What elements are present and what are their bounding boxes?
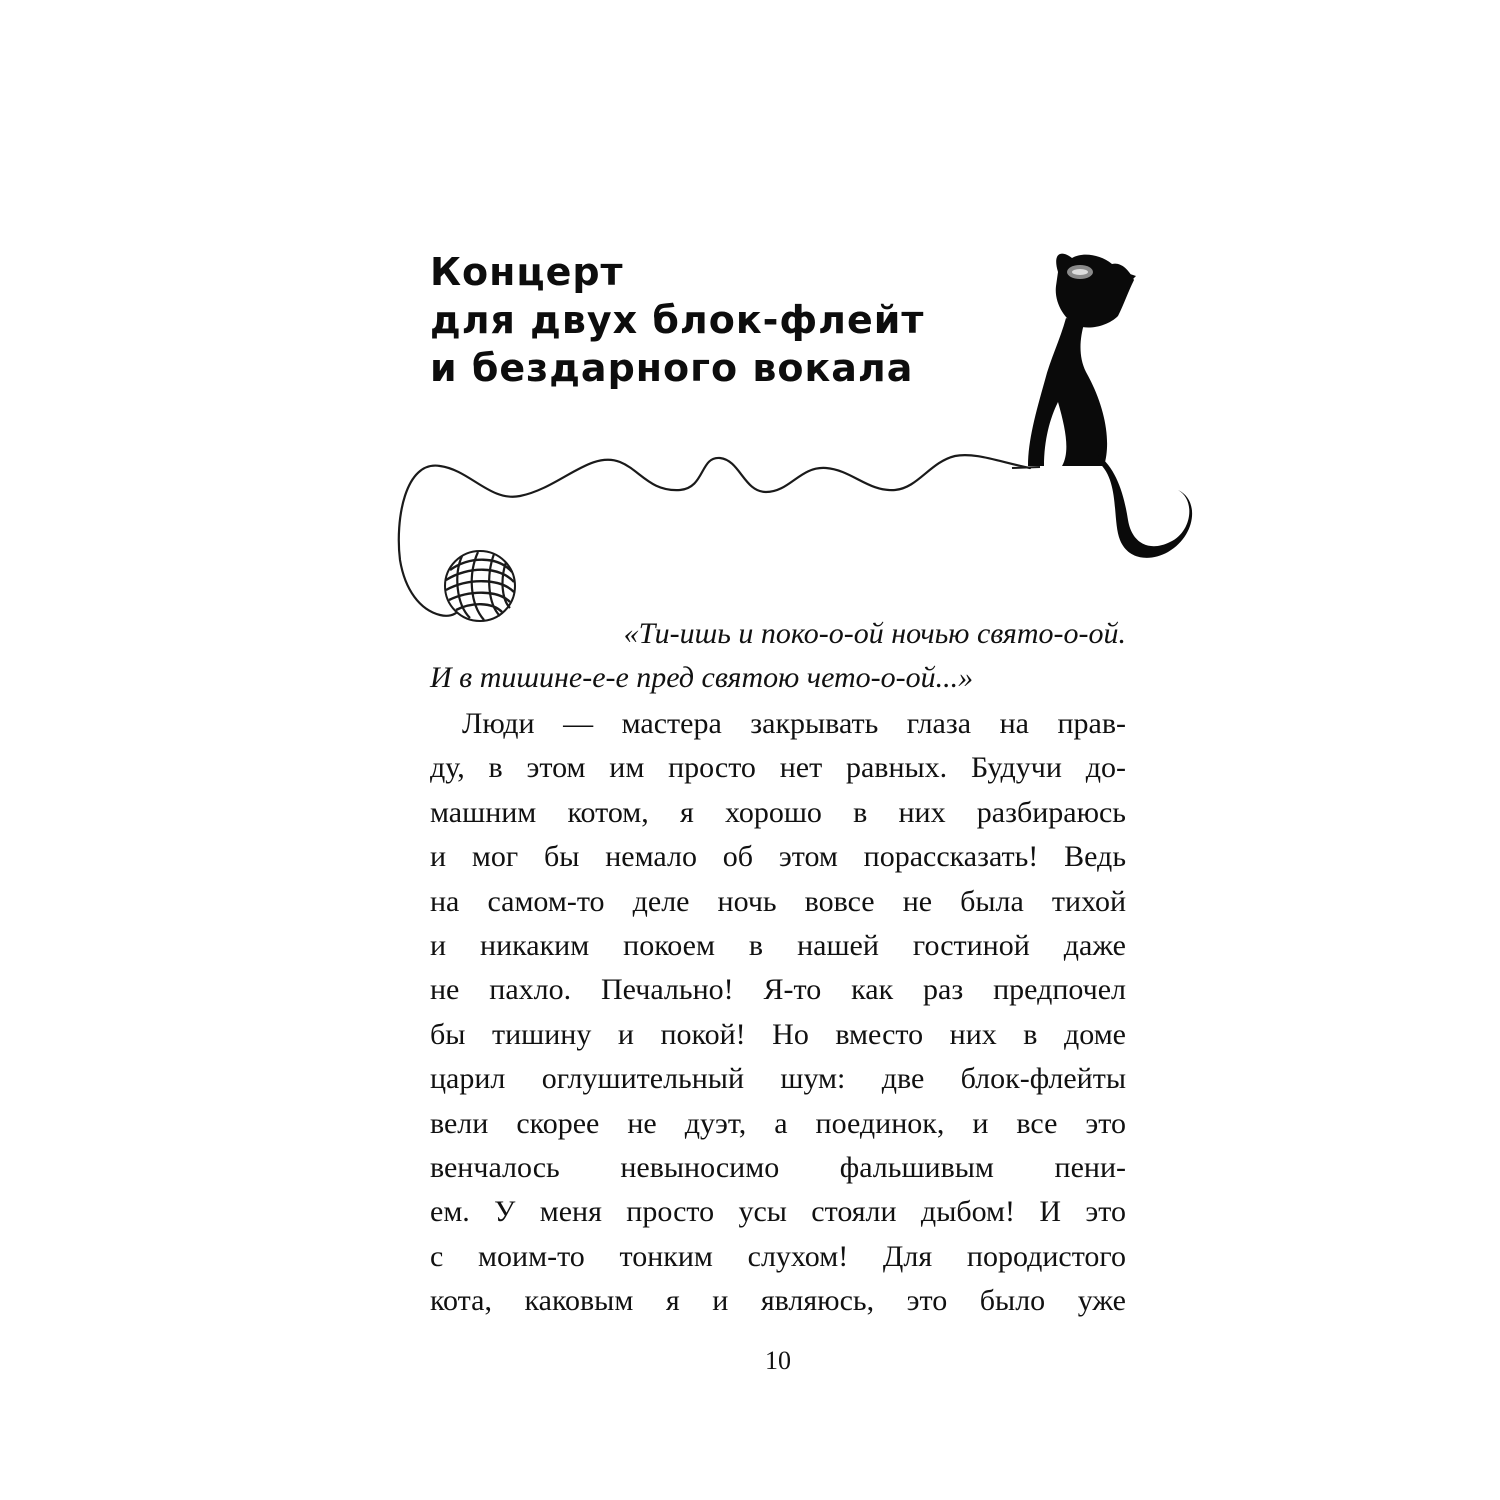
page-number: 10: [765, 1346, 791, 1375]
body-line: машним котом, я хорошо в них разбираюсь: [430, 795, 1126, 829]
body-line: с моим-то тонким слухом! Для породистого: [430, 1239, 1126, 1273]
epigraph-line: «Ти-ишь и поко-о-ой ночью свято-о-ой.: [623, 617, 1126, 650]
body-line: бы тишину и покой! Но вместо них в доме: [430, 1017, 1126, 1051]
body-line: на самом-то деле ночь вовсе не была тихой: [430, 884, 1126, 918]
body-line: вели скорее не дуэт, а поединок, и все это: [430, 1106, 1126, 1140]
body-line: ду, в этом им просто нет равных. Будучи до-: [430, 751, 1126, 785]
epigraph-line: И в тишине-е-е пред святою чето-о-ой...»: [430, 661, 974, 694]
body-line: кота, каковым я и являюсь, это было уже: [430, 1284, 1126, 1318]
body-line: царил оглушительный шум: две блок-флейты: [430, 1062, 1126, 1096]
body-line: не пахло. Печально! Я-то как раз предпочел: [430, 973, 1126, 1007]
body-line: венчалось невыносимо фальшивым пени-: [430, 1151, 1126, 1185]
chapter-title-line: для двух блок-флейт: [430, 298, 925, 342]
body-line: и мог бы немало об этом порассказать! Ведь: [430, 840, 1126, 874]
body-line: ем. У меня просто усы стояли дыбом! И это: [430, 1195, 1126, 1229]
body-line: и никаким покоем в нашей гостиной даже: [430, 929, 1126, 963]
chapter-title-line: Концерт: [430, 250, 624, 294]
yarn-ball-icon: [445, 551, 515, 621]
black-cat-icon: [1028, 254, 1192, 558]
body-text: [430, 702, 1126, 1324]
chapter-title: [430, 248, 990, 392]
body-line: Люди — мастера закрывать глаза на прав-: [462, 707, 1126, 740]
chapter-title-line: и бездарного вокала: [430, 346, 914, 390]
